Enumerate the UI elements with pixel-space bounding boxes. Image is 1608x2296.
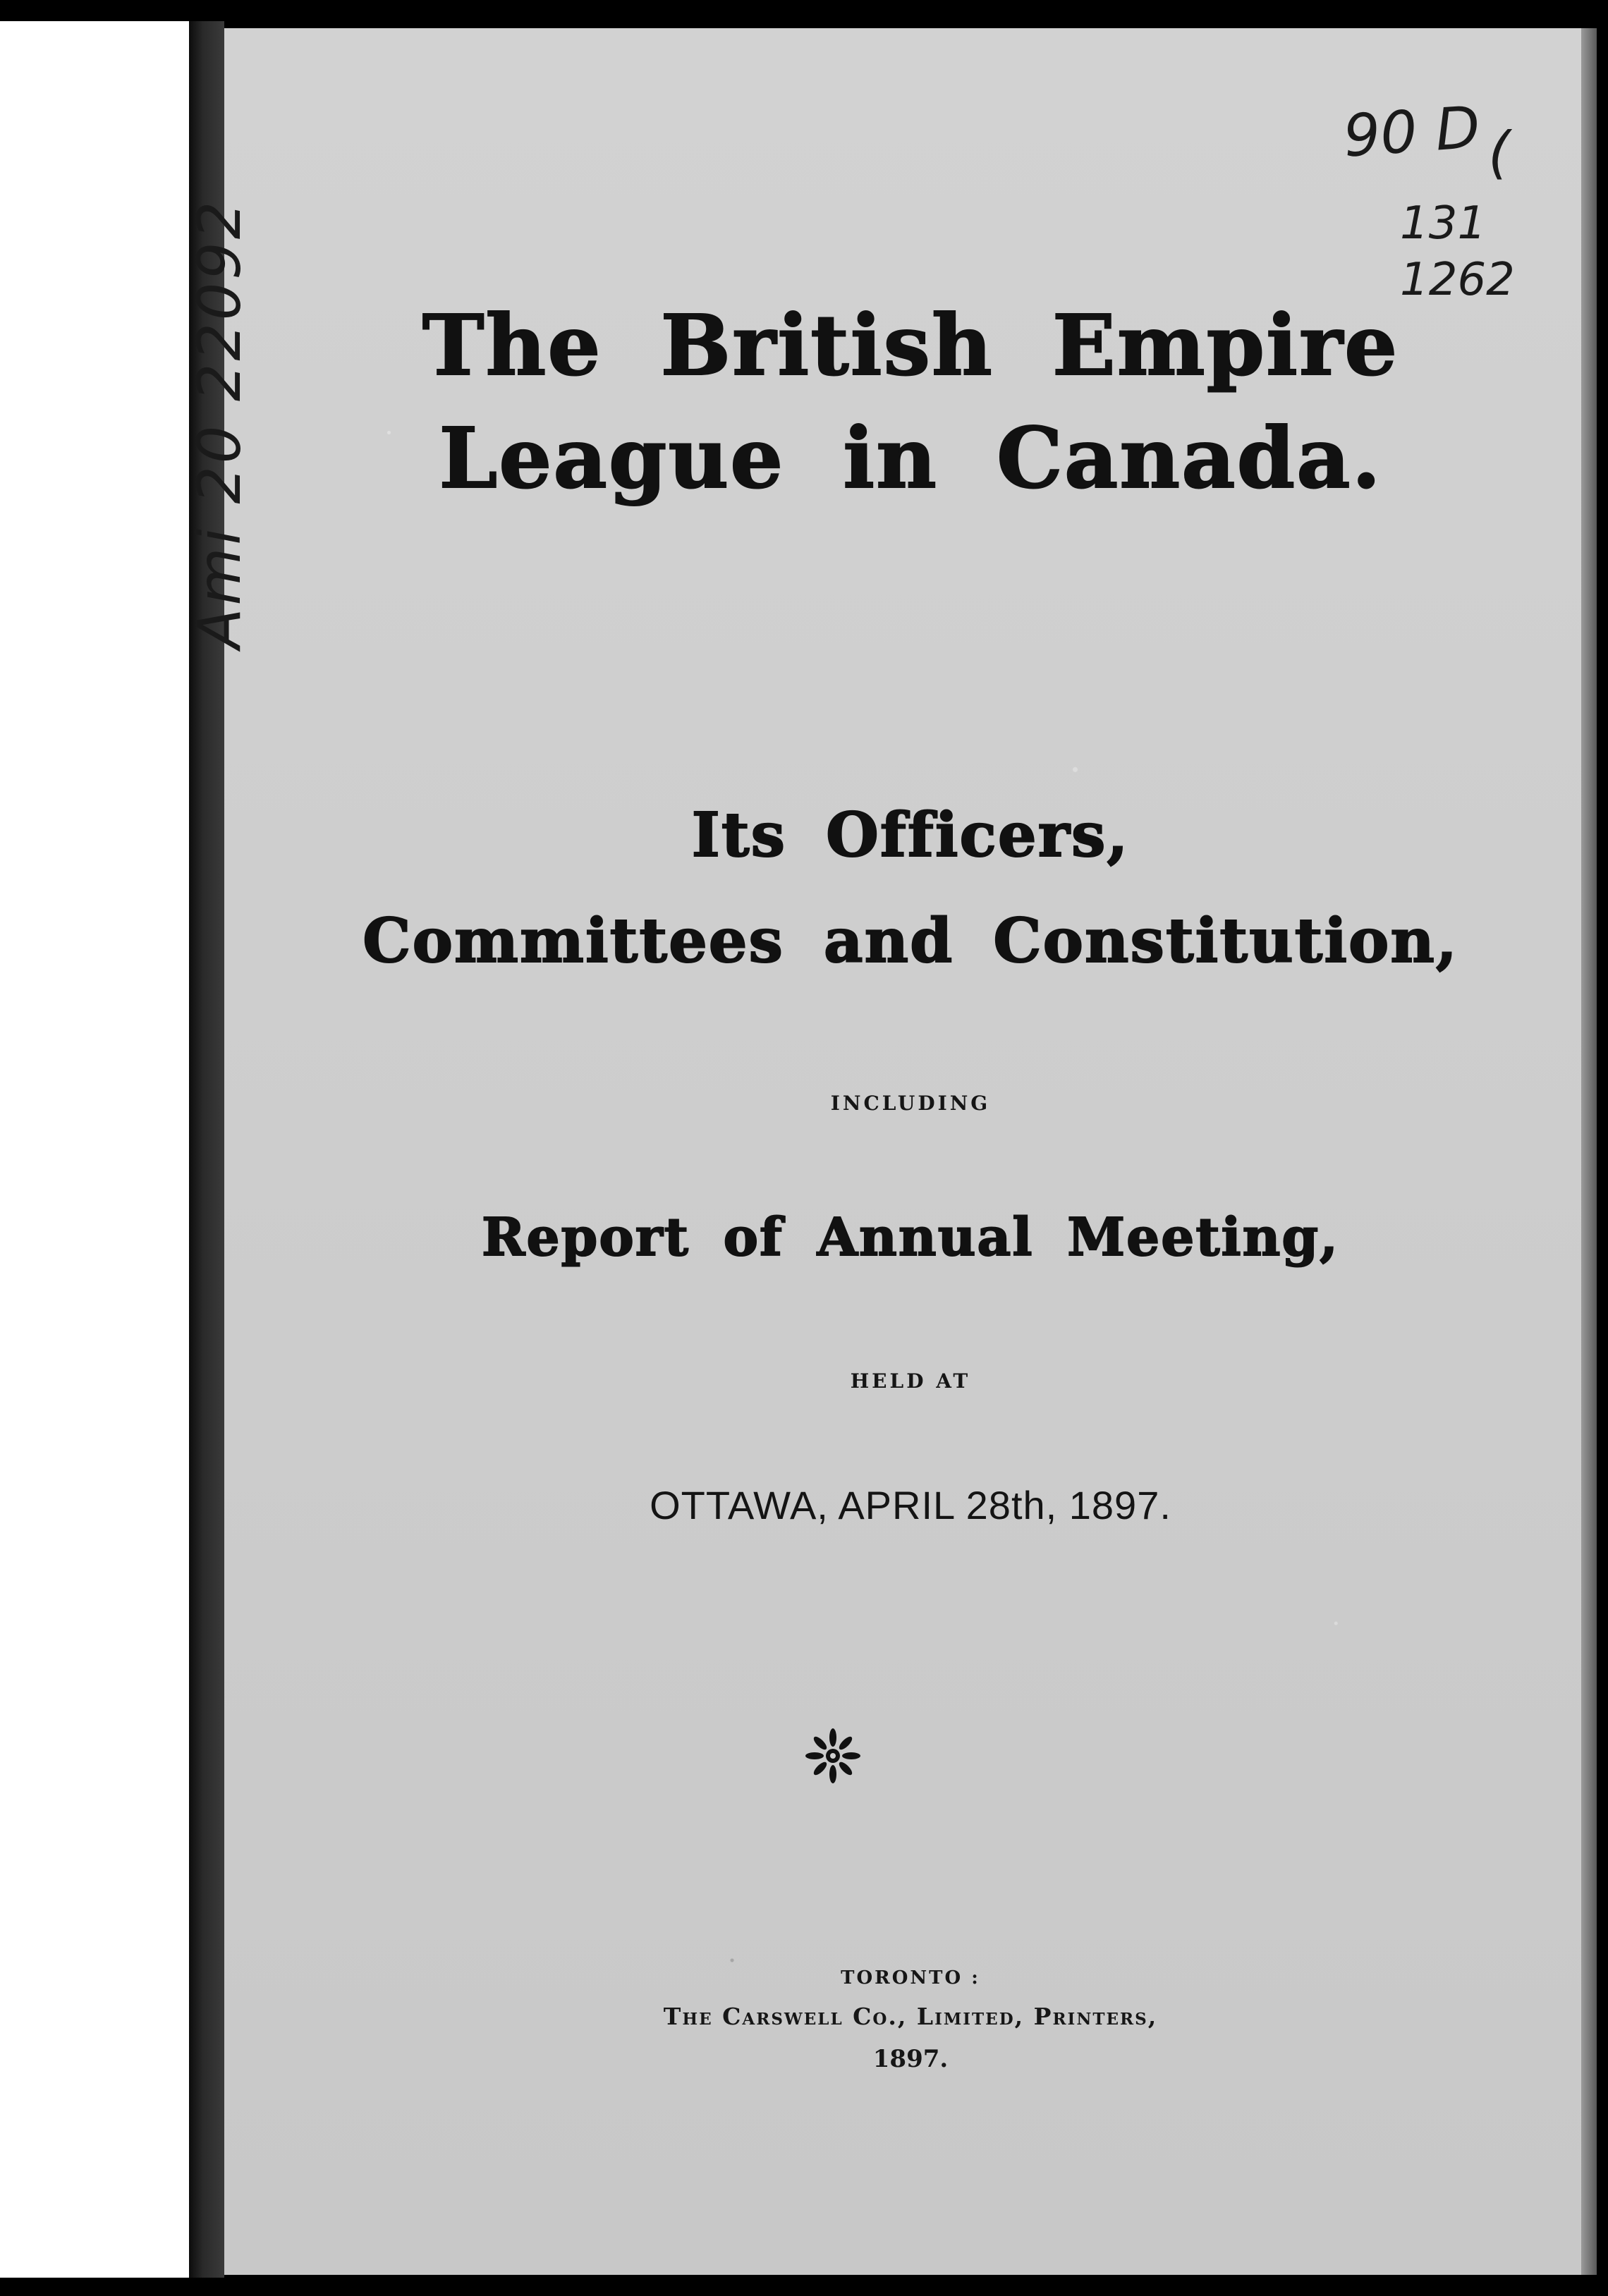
subtitle-line-1: Its Officers, <box>691 800 1130 871</box>
held-at-label: HELD AT <box>850 1369 971 1393</box>
title-line-1: The British Empire <box>422 296 1399 394</box>
subtitle <box>224 783 1597 994</box>
report-heading: Report of Annual Meeting, <box>482 1207 1339 1268</box>
imprint-year: 1897. <box>872 2045 949 2073</box>
handwritten-mark: ( <box>1488 120 1511 185</box>
cover-page <box>224 28 1597 2275</box>
handwritten-accession-note: Ami 20 22092 <box>185 198 254 649</box>
place-date: OTTAWA, APRIL 28th, 1897. <box>650 1483 1171 1527</box>
asterisk-flower-icon <box>805 1728 861 1784</box>
handwritten-number-2: 1262 <box>1400 254 1515 306</box>
subtitle-line-2: Committees and Constitution, <box>363 905 1458 977</box>
handwritten-number-1: 131 <box>1400 197 1487 250</box>
title-line-2: League in Canada. <box>439 409 1382 507</box>
handwritten-shelf-code: 90 D <box>1341 94 1482 171</box>
imprint-printer: The Carswell Co., Limited, Printers, <box>663 2003 1158 2030</box>
printer-imprint <box>224 1960 1597 2080</box>
including-label: INCLUDING <box>830 1092 991 1115</box>
page-title <box>224 289 1597 515</box>
imprint-city: TORONTO : <box>841 1967 980 1989</box>
binding-strip <box>0 21 189 2278</box>
